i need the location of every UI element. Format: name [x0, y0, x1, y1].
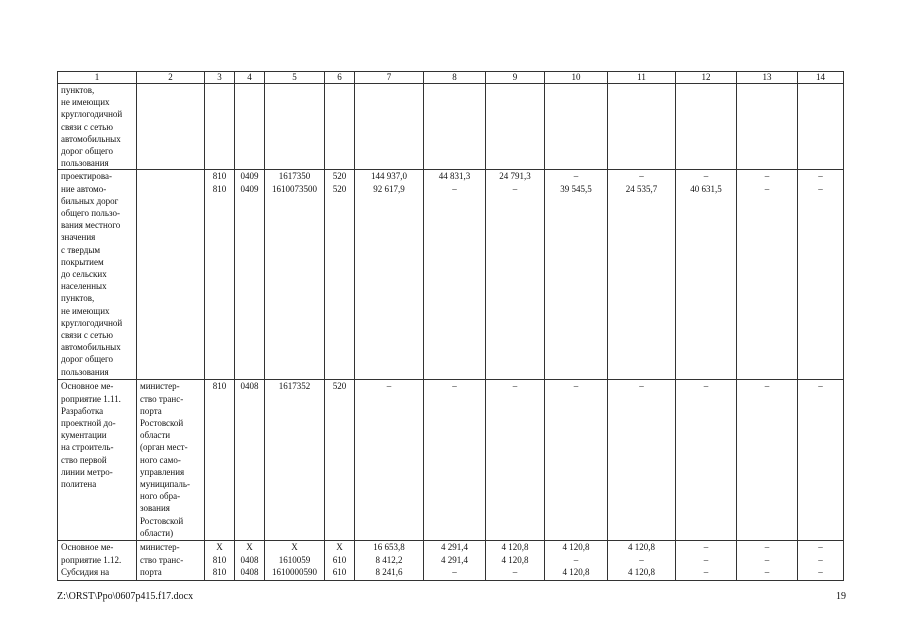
value-cell-col-7 — [355, 84, 424, 170]
value-cell-col-10 — [545, 170, 608, 380]
cell-value: 1617350 — [278, 171, 311, 182]
value-cell-col-14 — [798, 170, 844, 380]
column-header-8: 8 — [424, 72, 486, 84]
budget-table — [57, 71, 844, 581]
column-header-12: 12 — [676, 72, 737, 84]
cell-value: 4 120,8 — [562, 542, 590, 553]
value-cell-col-9 — [486, 170, 545, 380]
cell-value: – — [573, 554, 579, 565]
cell-value: 4 291,4 — [441, 542, 468, 553]
cell-value: 44 831,3 — [438, 171, 471, 182]
cell-value: 40 631,5 — [690, 183, 722, 194]
cell-value: 4 120,8 — [562, 566, 590, 577]
cell-value: 810 — [212, 183, 227, 194]
value-cell-col-10 — [545, 84, 608, 170]
cell-value: 39 545,5 — [560, 183, 592, 194]
page-number: 19 — [836, 591, 846, 602]
cell-value: – — [573, 171, 579, 182]
cell-value: 4 120,8 — [501, 542, 529, 553]
column-header-2: 2 — [137, 72, 205, 84]
column-header-4: 4 — [235, 72, 265, 84]
cell-value: 810 — [212, 381, 227, 392]
value-cell-col-13 — [737, 380, 798, 541]
cell-value: – — [703, 542, 709, 553]
cell-value: – — [512, 381, 518, 392]
column-header-3: 3 — [205, 72, 235, 84]
column-header-9: 9 — [486, 72, 545, 84]
cell-value: 24 535,7 — [625, 183, 658, 194]
table-row — [58, 380, 844, 541]
value-cell-col-6 — [325, 84, 355, 170]
value-cell-col-12 — [676, 170, 737, 380]
measure-name-cell: Основное ме- роприятие 1.12. Субсидия на — [58, 541, 137, 581]
footer-file-path: Z:\ORST\Ppo\0607p415.f17.docx — [57, 591, 194, 602]
measure-name-cell: Основное ме- роприятие 1.11. Разработка проектной до- кументации на строитель- ство первой линии метро- политена — [58, 380, 137, 541]
value-cell-col-5 — [265, 380, 325, 541]
value-cell-col-5 — [265, 541, 325, 581]
cell-value: – — [703, 171, 709, 182]
cell-value: – — [764, 542, 770, 553]
cell-value: – — [512, 566, 518, 577]
value-cell-col-14 — [798, 541, 844, 581]
column-header-6: 6 — [325, 72, 355, 84]
column-header-7: 7 — [355, 72, 424, 84]
value-cell-col-11 — [608, 541, 676, 581]
cell-value: – — [703, 566, 709, 577]
cell-value: 520 — [332, 183, 347, 194]
value-cell-col-5 — [265, 170, 325, 380]
cell-value: 0408 — [240, 566, 259, 577]
cell-value: – — [386, 381, 392, 392]
cell-value: 610 — [332, 554, 347, 565]
cell-value: 520 — [332, 381, 347, 392]
value-cell-col-8 — [424, 84, 486, 170]
cell-value: 8 412,2 — [375, 554, 403, 565]
cell-value: – — [764, 183, 770, 194]
value-cell-col-12 — [676, 380, 737, 541]
cell-value: 1610000590 — [272, 566, 317, 577]
value-cell-col-13 — [737, 541, 798, 581]
cell-value: 1610059 — [278, 554, 311, 565]
value-cell-col-6 — [325, 541, 355, 581]
value-cell-col-12 — [676, 541, 737, 581]
cell-value: – — [639, 171, 644, 182]
value-cell-col-14 — [798, 84, 844, 170]
cell-value: 1617352 — [278, 381, 311, 392]
column-header-10: 10 — [545, 72, 608, 84]
value-cell-col-9 — [486, 380, 545, 541]
value-cell-col-8 — [424, 380, 486, 541]
value-cell-col-11 — [608, 170, 676, 380]
cell-value: – — [452, 183, 457, 194]
cell-value: 810 — [212, 566, 227, 577]
value-cell-col-11 — [608, 84, 676, 170]
cell-value: – — [703, 554, 709, 565]
cell-value: – — [818, 542, 823, 553]
value-cell-col-14 — [798, 380, 844, 541]
value-cell-col-6 — [325, 170, 355, 380]
column-header-13: 13 — [737, 72, 798, 84]
value-cell-col-13 — [737, 170, 798, 380]
cell-value: 16 653,8 — [373, 542, 405, 553]
cell-value: 810 — [212, 171, 227, 182]
cell-value: 0409 — [240, 183, 259, 194]
value-cell-col-9 — [486, 541, 545, 581]
cell-value: – — [818, 381, 823, 392]
value-cell-col-3 — [205, 84, 235, 170]
cell-value: – — [818, 554, 823, 565]
cell-value: – — [639, 554, 644, 565]
cell-value: – — [764, 381, 770, 392]
cell-value: – — [764, 554, 770, 565]
cell-value: 24 791,3 — [499, 171, 531, 182]
cell-value: X — [336, 542, 343, 553]
cell-value: – — [703, 381, 709, 392]
value-cell-col-6 — [325, 380, 355, 541]
column-header-11: 11 — [608, 72, 676, 84]
column-header-1: 1 — [58, 72, 137, 84]
value-cell-col-7 — [355, 541, 424, 581]
cell-value: – — [639, 381, 644, 392]
cell-value: X — [246, 542, 253, 553]
value-cell-col-4 — [235, 84, 265, 170]
cell-value: 0408 — [240, 554, 259, 565]
responsible-executor-cell — [137, 84, 205, 170]
cell-value: – — [818, 171, 823, 182]
table-row — [58, 170, 844, 380]
value-cell-col-4 — [235, 380, 265, 541]
measure-name-cell: пунктов, не имеющих круглогодичной связи с сетью автомобильных дорог общего пользования — [58, 84, 137, 170]
cell-value: 4 120,8 — [628, 542, 655, 553]
cell-value: 520 — [332, 171, 347, 182]
cell-value: 8 241,6 — [375, 566, 403, 577]
cell-value: 4 291,4 — [441, 554, 468, 565]
value-cell-col-9 — [486, 84, 545, 170]
cell-value: 4 120,8 — [501, 554, 529, 565]
value-cell-col-4 — [235, 541, 265, 581]
cell-value: – — [764, 171, 770, 182]
value-cell-col-13 — [737, 84, 798, 170]
column-header-5: 5 — [265, 72, 325, 84]
value-cell-col-8 — [424, 541, 486, 581]
cell-value: 144 937,0 — [371, 171, 407, 182]
cell-value: – — [452, 566, 457, 577]
cell-value: 810 — [212, 554, 227, 565]
cell-value: – — [764, 566, 770, 577]
cell-value: 92 617,9 — [373, 183, 405, 194]
table-row — [58, 541, 844, 581]
value-cell-col-10 — [545, 541, 608, 581]
value-cell-col-3 — [205, 380, 235, 541]
cell-value: 0409 — [240, 171, 259, 182]
value-cell-col-12 — [676, 84, 737, 170]
cell-value: – — [573, 381, 579, 392]
cell-value: X — [216, 542, 223, 553]
value-cell-col-7 — [355, 170, 424, 380]
cell-value: X — [291, 542, 298, 553]
cell-value: 610 — [332, 566, 347, 577]
table-header-row — [58, 72, 844, 84]
table-body — [58, 84, 844, 581]
value-cell-col-5 — [265, 84, 325, 170]
value-cell-col-8 — [424, 170, 486, 380]
column-header-14: 14 — [798, 72, 844, 84]
cell-value: 1610073500 — [272, 183, 317, 194]
value-cell-col-7 — [355, 380, 424, 541]
cell-value: 4 120,8 — [628, 566, 655, 577]
cell-value: – — [452, 381, 457, 392]
cell-value: 0408 — [240, 381, 259, 392]
table-row — [58, 84, 844, 170]
responsible-executor-cell: министер- ство транс- порта — [137, 541, 205, 581]
measure-name-cell: проектирова- ние автомо- бильных дорог общего пользо- вания местного значения с твердым покрытием до сельских населенных пунктов, не имеющих круглогодичной связи с сетью автомобильных дорог общего пользования — [58, 170, 137, 380]
responsible-executor-cell: министер- ство транс- порта Ростовской области (орган мест- ного само- управления муниципаль- ного обра- зования Ростовской области) — [137, 380, 205, 541]
cell-value: – — [818, 183, 823, 194]
value-cell-col-10 — [545, 380, 608, 541]
value-cell-col-3 — [205, 170, 235, 380]
cell-value: – — [512, 183, 518, 194]
responsible-executor-cell — [137, 170, 205, 380]
value-cell-col-11 — [608, 380, 676, 541]
cell-value: – — [818, 566, 823, 577]
value-cell-col-4 — [235, 170, 265, 380]
value-cell-col-3 — [205, 541, 235, 581]
